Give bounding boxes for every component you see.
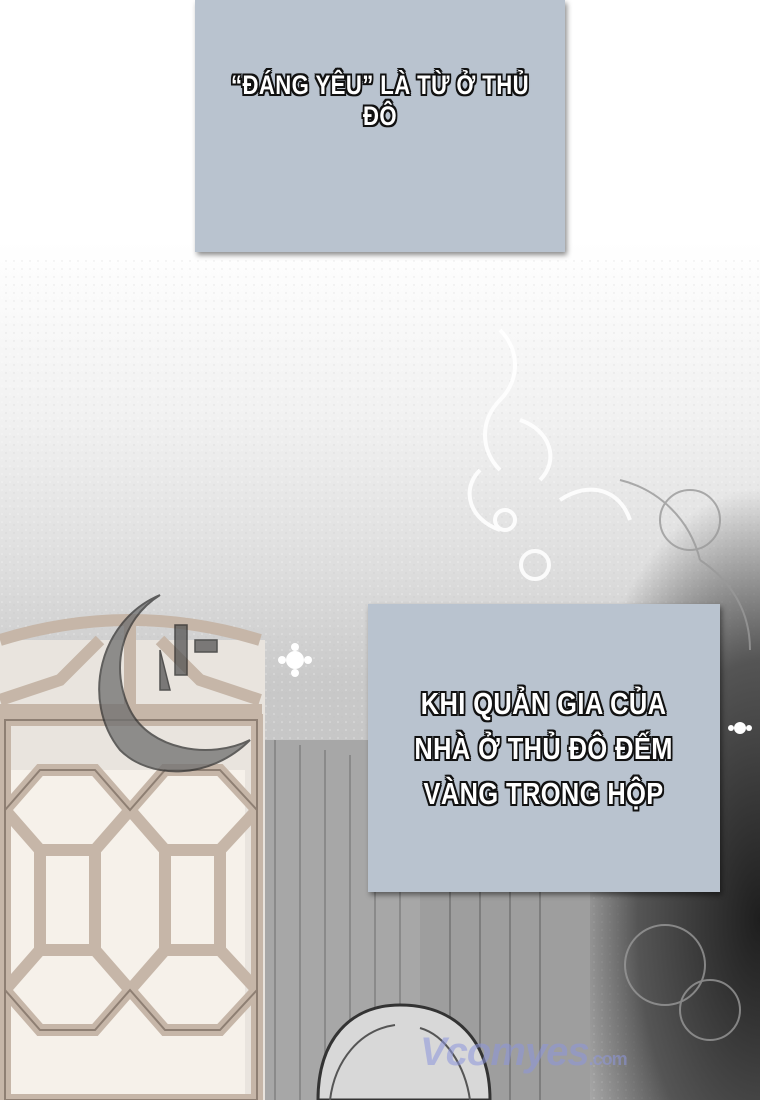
lattice-window <box>0 620 265 1100</box>
caption-text-bottom: KHI QUẢN GIA CỦA NHÀ Ở THỦ ĐÔ ĐẾM VÀNG TRONG HỘP <box>414 685 674 811</box>
watermark-text: Vcomyes <box>420 1030 589 1074</box>
caption-box-top <box>195 0 565 252</box>
watermark-suffix: .com <box>588 1049 627 1069</box>
site-watermark <box>420 1030 627 1075</box>
caption-text-top: “ĐÁNG YÊU” LÀ TỪ Ở THỦ ĐÔ <box>230 70 530 131</box>
caption-box-bottom <box>368 604 720 892</box>
